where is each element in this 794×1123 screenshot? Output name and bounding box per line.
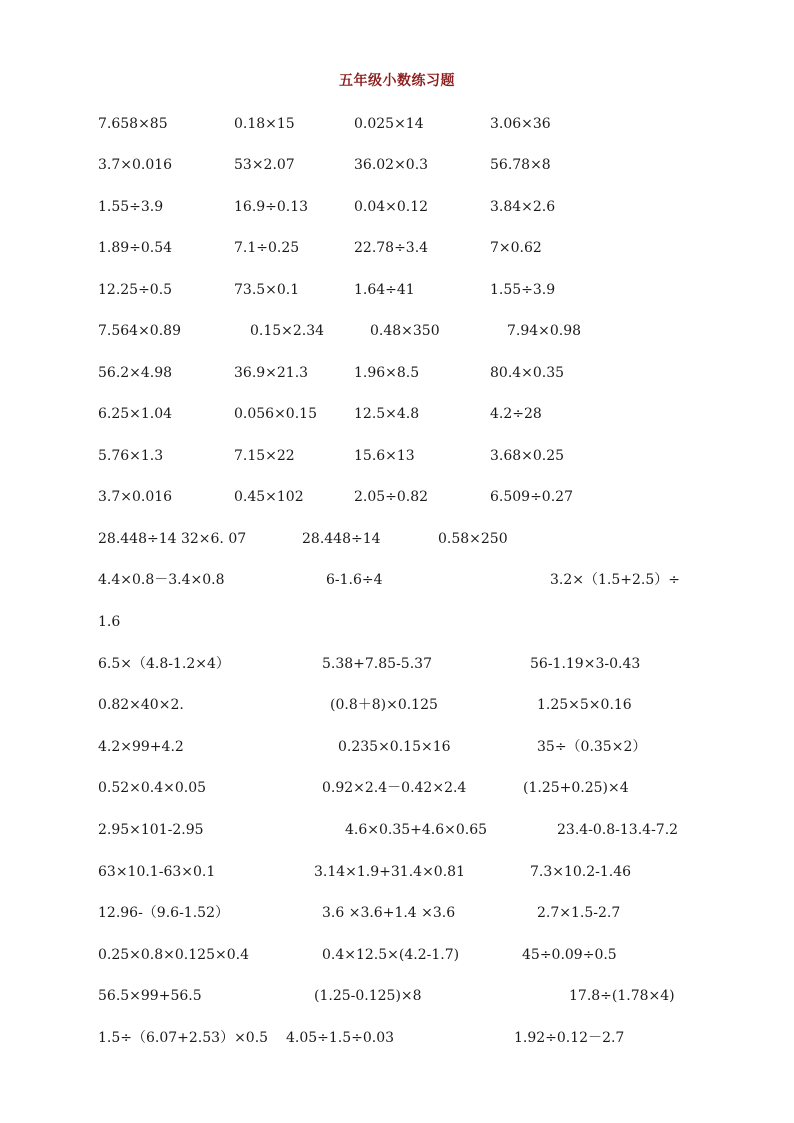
math-problem: 56.5×99+56.5 — [98, 988, 202, 1004]
problem-row — [0, 944, 794, 966]
math-problem: 1.89÷0.54 — [98, 240, 173, 256]
math-problem: 1.64÷41 — [354, 282, 415, 298]
math-problem: 7×0.62 — [490, 240, 542, 256]
math-problem: 1.55÷3.9 — [490, 282, 556, 298]
math-problem: 23.4-0.8-13.4-7.2 — [557, 822, 679, 838]
math-problem: 28.448÷14 — [302, 531, 381, 547]
math-problem: 0.48×350 — [370, 323, 440, 339]
math-problem: 80.4×0.35 — [490, 365, 565, 381]
math-problem: 4.6×0.35+4.6×0.65 — [345, 822, 488, 838]
problem-row — [0, 611, 794, 633]
math-problem: 3.7×0.016 — [98, 489, 173, 505]
problem-row — [0, 777, 794, 799]
math-problem: 36.9×21.3 — [234, 365, 309, 381]
math-problem: 3.84×2.6 — [490, 199, 556, 215]
math-problem: 1.5÷（6.07+2.53）×0.5 — [98, 1030, 269, 1046]
math-problem: 16.9÷0.13 — [234, 199, 309, 215]
math-problem: 4.2÷28 — [490, 406, 542, 422]
math-problem: 0.82×40×2. — [98, 697, 184, 713]
math-problem: 0.92×2.4－0.42×2.4 — [322, 780, 467, 796]
math-problem: 0.52×0.4×0.05 — [98, 780, 207, 796]
problem-row — [0, 237, 794, 259]
math-problem: 0.45×102 — [234, 489, 304, 505]
math-problem: (0.8＋8)×0.125 — [330, 697, 438, 713]
math-problem: 45÷0.09÷0.5 — [522, 947, 617, 963]
math-problem: 0.04×0.12 — [354, 199, 429, 215]
problem-row — [0, 445, 794, 467]
math-problem: 0.4×12.5×(4.2-1.7) — [322, 947, 460, 963]
math-problem: 1.25×5×0.16 — [537, 697, 632, 713]
problem-row — [0, 694, 794, 716]
math-problem: (1.25+0.25)×4 — [523, 780, 629, 796]
page-title: 五年级小数练习题 — [339, 73, 455, 89]
math-problem: 6.509÷0.27 — [490, 489, 573, 505]
problem-row — [0, 569, 794, 591]
math-problem: 7.564×0.89 — [98, 323, 181, 339]
problem-row — [0, 528, 794, 550]
math-problem: 15.6×13 — [354, 448, 415, 464]
math-problem: 3.06×36 — [490, 116, 551, 132]
math-problem: 7.15×22 — [234, 448, 295, 464]
math-problem: 6.25×1.04 — [98, 406, 173, 422]
math-problem: 12.5×4.8 — [354, 406, 420, 422]
math-problem: 1.6 — [98, 614, 121, 630]
math-problem: 56.78×8 — [490, 157, 551, 173]
math-problem: 0.235×0.15×16 — [338, 739, 451, 755]
math-problem: 28.448÷14 32×6. 07 — [98, 531, 247, 547]
problem-row — [0, 486, 794, 508]
problem-row — [0, 861, 794, 883]
problem-row — [0, 902, 794, 924]
math-problem: 12.25÷0.5 — [98, 282, 173, 298]
math-problem: 7.94×0.98 — [507, 323, 582, 339]
problem-row — [0, 736, 794, 758]
math-problem: 7.3×10.2-1.46 — [530, 864, 632, 880]
math-problem: 0.18×15 — [234, 116, 295, 132]
problem-row — [0, 403, 794, 425]
math-problem: 4.4×0.8－3.4×0.8 — [98, 572, 225, 588]
problem-row — [0, 113, 794, 135]
math-problem: 0.15×2.34 — [250, 323, 325, 339]
math-problem: 17.8÷(1.78×4) — [569, 988, 675, 1004]
math-problem: 7.1÷0.25 — [234, 240, 300, 256]
math-problem: 3.6 ×3.6+1.4 ×3.6 — [322, 905, 456, 921]
math-problem: 35÷（0.35×2） — [537, 739, 647, 755]
problem-row — [0, 653, 794, 675]
math-problem: 0.025×14 — [354, 116, 424, 132]
problem-row — [0, 320, 794, 342]
math-problem: 2.05÷0.82 — [354, 489, 429, 505]
math-problem: 5.38+7.85-5.37 — [322, 656, 432, 672]
math-problem: 0.25×0.8×0.125×0.4 — [98, 947, 249, 963]
math-problem: 5.76×1.3 — [98, 448, 164, 464]
math-problem: 1.55÷3.9 — [98, 199, 164, 215]
math-problem: (1.25-0.125)×8 — [314, 988, 422, 1004]
math-problem: 6-1.6÷4 — [326, 572, 383, 588]
math-problem: 4.2×99+4.2 — [98, 739, 184, 755]
problem-row — [0, 279, 794, 301]
math-problem: 22.78÷3.4 — [354, 240, 429, 256]
problem-row — [0, 1027, 794, 1049]
problem-row — [0, 819, 794, 841]
math-problem: 2.95×101-2.95 — [98, 822, 204, 838]
math-problem: 0.58×250 — [438, 531, 508, 547]
problem-row — [0, 196, 794, 218]
math-problem: 12.96-（9.6-1.52） — [98, 905, 229, 921]
math-problem: 3.14×1.9+31.4×0.81 — [314, 864, 465, 880]
math-problem: 0.056×0.15 — [234, 406, 317, 422]
math-problem: 73.5×0.1 — [234, 282, 300, 298]
math-problem: 36.02×0.3 — [354, 157, 429, 173]
problem-row — [0, 154, 794, 176]
math-problem: 6.5×（4.8-1.2×4） — [98, 656, 230, 672]
math-problem: 56-1.19×3-0.43 — [530, 656, 641, 672]
math-problem: 1.92÷0.12－2.7 — [514, 1030, 625, 1046]
math-problem: 53×2.07 — [234, 157, 295, 173]
math-problem: 7.658×85 — [98, 116, 168, 132]
math-problem: 3.2×（1.5+2.5）÷ — [550, 572, 680, 588]
math-problem: 2.7×1.5-2.7 — [537, 905, 621, 921]
problem-row — [0, 985, 794, 1007]
math-problem: 3.7×0.016 — [98, 157, 173, 173]
math-problem: 3.68×0.25 — [490, 448, 565, 464]
math-problem: 4.05÷1.5÷0.03 — [286, 1030, 395, 1046]
math-problem: 56.2×4.98 — [98, 365, 173, 381]
math-problem: 1.96×8.5 — [354, 365, 420, 381]
math-problem: 63×10.1-63×0.1 — [98, 864, 216, 880]
problem-row — [0, 362, 794, 384]
